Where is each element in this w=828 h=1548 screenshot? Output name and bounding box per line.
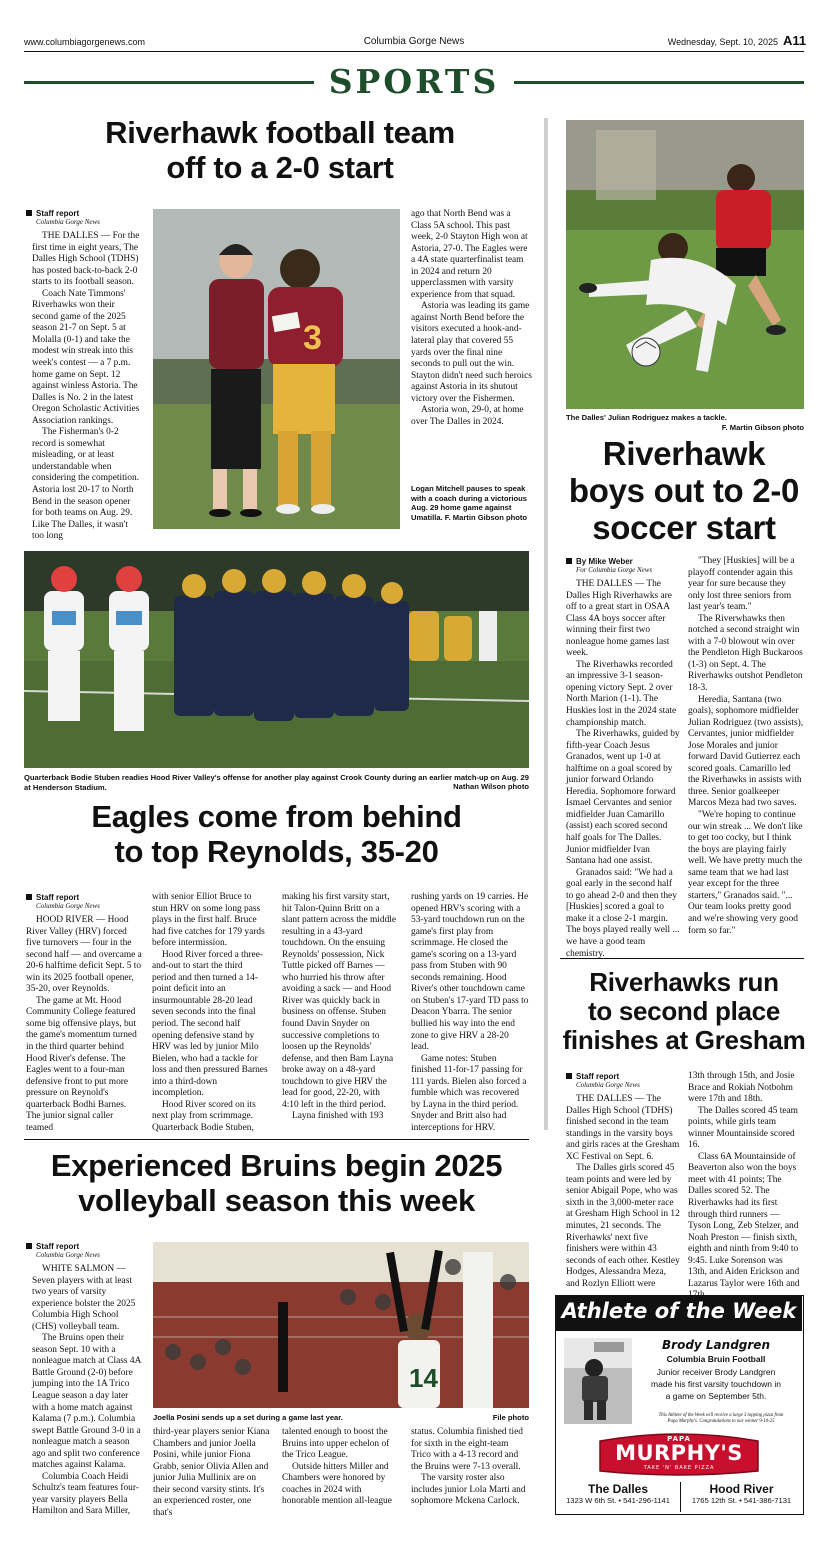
- eagles-col2: [152, 892, 268, 1134]
- eagles-headline-line1: Eagles come from behind: [91, 799, 462, 834]
- svg-text:14: 14: [409, 1363, 438, 1393]
- volleyball-photo-caption: Joella Posini sends up a set during a game last year.: [153, 1413, 343, 1422]
- paragraph: THE DALLES — For the first time in eight years, The Dalles High School (TDHS) has posted back-to-back 2-0 starts to its football season.: [32, 231, 140, 288]
- eagles-col1: [26, 915, 142, 1134]
- xc-headline-line1: Riverhawks run: [589, 967, 779, 997]
- paragraph: The Riverwhawks then notched a second straight win with a 7-0 blowout win over the Pendleton High Buckaroos (1-3) on Sept. 4. The Riverhawks outshot Pendleton 18-3.: [688, 613, 803, 694]
- xc-byline: [566, 1072, 681, 1090]
- paragraph: Coach Nate Timmons' Riverhawks won their second game of the 2025 season 21-7 on Sept. 5 at Molalla (0-1) and take the modest win streak into this week's contest — a 7 p.m. home game on Sept. 12 against winless Astoria. The Dalles is No. 2 in the latest Oregon Scholastic Activities Association rankings.: [32, 288, 140, 426]
- athlete-photo: [564, 1338, 632, 1424]
- location-name: The Dalles: [587, 1482, 649, 1496]
- paragraph: THE DALLES — The Dalles High School (TDHS) finished second in the team standings in the varsity boys and girls races at the Gresham XC Festival on Sept. 6.: [566, 1094, 680, 1162]
- football-headline: [24, 116, 536, 185]
- eagles-photo-caption: Quarterback Bodie Stuben readies Hood River Valley's offense for another play against Crook County during an earlier match-up on Aug. 29 at Henderson Stadium.: [24, 773, 529, 792]
- paragraph: The Dalles scored 45 team points, while girls team winner Mountainside scored 16.: [688, 1105, 798, 1151]
- paragraph: Layna finished with 193: [292, 1111, 384, 1122]
- soccer-byline-name: By Mike Weber: [576, 557, 633, 566]
- xc-col2: [688, 1071, 804, 1302]
- soccer-byline-affiliation: For Columbia Gorge News: [576, 566, 653, 574]
- athlete-team: Columbia Bruin Football: [666, 1354, 766, 1364]
- football-byline-affiliation: Columbia Gorge News: [36, 218, 100, 226]
- section-title: SPORTS: [328, 62, 500, 101]
- football-col2: [411, 209, 532, 428]
- location-address: 1323 W 6th St. • 541-296-1141: [566, 1496, 670, 1505]
- volleyball-byline-name: Staff report: [36, 1242, 80, 1251]
- volleyball-headline-line1: Experienced Bruins begin 2025: [50, 1148, 503, 1183]
- eagles-byline-affiliation: Columbia Gorge News: [36, 902, 100, 910]
- athlete-banner-text: Athlete of the Week: [561, 1299, 797, 1323]
- header-rule: [24, 51, 804, 52]
- soccer-headline-line2: boys out to 2-0: [568, 471, 800, 509]
- paragraph: The Riverhawks recorded an impressive 3-1 season-opening victory Sept. 2 over North Marion (1-1). The Huskies lost in the 2024 state championship match.: [566, 659, 677, 728]
- soccer-headline-line3: soccer start: [592, 508, 776, 546]
- location-hood-river[interactable]: [681, 1482, 802, 1506]
- volleyball-headline: [24, 1149, 529, 1218]
- football-byline: [26, 209, 146, 227]
- eagles-byline-name: Staff report: [36, 893, 80, 902]
- paper-name: Columbia Gorge News: [363, 36, 465, 47]
- photo-credit: F. Martin Gibson photo: [444, 512, 528, 522]
- soccer-headline-line1: Riverhawk: [602, 435, 766, 472]
- column-separator: [544, 118, 548, 1130]
- football-byline-name: Staff report: [36, 209, 80, 218]
- paragraph: rushing yards on 19 carries. He opened HRV's scoring with a 53-yard touchdown run on the game's first play from scrimmage. He closed the game's scoring on a 13-yard pass from Stuben with 90 seconds remaining. Hood River's other touchdown came on Stuben's 17-yard TD pass to Deacon Ybarra. The senior bullied his way into the end zone to give HRV a 28-20 lead.: [411, 892, 529, 1053]
- eagles-col4: [411, 892, 529, 1134]
- eagles-photo: [24, 551, 529, 768]
- xc-headline-line3: finishes at Gresham: [562, 1025, 806, 1056]
- soccer-photo: [566, 120, 804, 409]
- paragraph: talented enough to boost the Bruins into upper echelon of the Trico League.: [282, 1427, 390, 1461]
- paragraph: The game at Mt. Hood Community College featured some big offensive plays, but the game's momentum turned in the third quarter behind Hood River's defense. The Eagles went to a four-man defensive front to put more pressure on Reynold's quarterback Bodhi Barnes. The junior signal caller teamed: [26, 995, 137, 1133]
- volleyball-col2: [153, 1427, 270, 1519]
- issue-date: Wednesday, Sept. 10, 2025: [667, 37, 778, 47]
- paragraph: third-year players senior Kiana Chambers and junior Joella Posini, while junior Fiona Grabb, senior Olivia Allen and junior Julia Mullinix are on their second varsity stints. It's an experienced roster, one that's: [153, 1427, 270, 1518]
- paragraph: status. Columbia finished tied for sixth in the eight-team Trico with a 4-13 record and the Bruins were 7-13 overall.: [411, 1427, 523, 1472]
- location-name: Hood River: [709, 1482, 774, 1496]
- xc-byline-affiliation: Columbia Gorge News: [576, 1081, 640, 1089]
- eagles-photo-credit: Nathan Wilson photo: [453, 782, 529, 791]
- athlete-of-week-ad[interactable]: [555, 1295, 804, 1515]
- football-headline-line2: off to a 2-0 start: [166, 149, 394, 185]
- football-headline-line1: Riverhawk football team: [105, 115, 455, 150]
- eagles-end-rule: [24, 1139, 529, 1140]
- volleyball-col1: [32, 1264, 144, 1518]
- paragraph: Heredia, Santana (two goals), sophomore midfielder Julian Rodriguez (two assists), Cervantes, junior midfielder Jose Morales and junior forward David Gutierrez each scored goals. Camarillo led the Riverhawks in assists with three. Senior goalkeeper Marcos Meza had two saves.: [688, 694, 804, 809]
- paragraph: Outside hitters Miller and Chambers were honored by coaches in 2024 with honorable mention all-league: [282, 1461, 392, 1507]
- paragraph: The Dalles girls scored 45 team points and were led by senior Abigail Pope, who was sixth in the 3,000-meter race at Gresham High School in 12 minutes, 21 seconds. The Riverhawks' next five finishers were within 43 seconds of each other. Kestley Hodges, Alessandra Meza, and Rozlyn Elliott were: [566, 1163, 680, 1289]
- paragraph: "They [Huskies] will be a playoff contender again this year for sure because they only lost three seniors from last year's team.": [688, 556, 795, 613]
- volleyball-col4: [411, 1427, 529, 1508]
- xc-headline-line2: to second place: [588, 996, 780, 1027]
- logo-sub-text: TAKE 'N' BAKE PIZZA: [643, 1465, 715, 1471]
- soccer-col2: [688, 556, 804, 937]
- location-address: 1765 12th St. • 541-386-7131: [691, 1496, 792, 1505]
- xc-col1: [566, 1094, 681, 1290]
- soccer-byline: [566, 557, 686, 575]
- soccer-end-rule: [560, 958, 804, 959]
- paragraph: Granados said: "We had a goal early in the second half to go ahead 2-0 and then they [Huskies] scored a goal to make it a close 2-1 margin. The boys played really well ... we have a good team chemistry.: [566, 867, 680, 959]
- xc-byline-name: Staff report: [576, 1072, 620, 1081]
- athlete-blurb: Junior receiver Brody Landgren made his first varsity touchdown in a game on September 5th.: [651, 1367, 781, 1401]
- eagles-headline-line2: to top Reynolds, 35-20: [114, 833, 439, 869]
- paragraph: 13th through 15th, and Josie Brace and Rokiah Notbohm were 17th and 18th.: [688, 1071, 795, 1105]
- paragraph: WHITE SALMON — Seven players with at least two years of varsity experience bolster the 2025 Columbia High School (CHS) volleyball team.: [32, 1264, 136, 1332]
- paragraph: Hood River forced a three-and-out to start the third period and then turned a 14-point deficit into an insurmountable 28-20 lead seven seconds into the final period. The second half opening defensive stand by HRV was led by junior Milo Bielen, who had a tackle for loss and then pressured Barnes into a third-down incompletion.: [152, 949, 268, 1099]
- paragraph: THE DALLES — The Dalles High Riverhawks are off to a great start in OSAA Class 4A boys soccer after winning their first two nonleague home games last week.: [566, 579, 672, 659]
- athlete-name: Brody Landgren: [662, 1338, 770, 1352]
- paragraph: Game notes: Stuben finished 11-for-17 passing for 111 yards. Bielen also forced a fumble which was recovered by Layna in the third period. Snyder and Britt also had interceptions for HRV.: [411, 1053, 527, 1133]
- soccer-headline: [560, 436, 808, 547]
- football-photo: [153, 209, 400, 529]
- section-rule-right: [514, 81, 804, 84]
- volleyball-col3: [282, 1427, 399, 1508]
- logo-main-text: MURPHY'S: [615, 1441, 743, 1465]
- paragraph: Class 6A Mountainside of Beaverton also won the boys meet with 41 points; The Dalles scored 52. The Riverhawks had its first through third runners — Tyson Long, Zeb Stelzer, and Noah Preston — finish sixth, eighth and ninth from 9:40 to 9:45. Luke Sorenson was 13th, and Aiden Erickson and Lazarus Taylor were 16th and: [688, 1151, 800, 1289]
- paragraph: Hood River scored on its next play from scrimmage. Quarterback Bodie Stuben,: [152, 1099, 256, 1133]
- soccer-photo-caption: The Dalles' Julian Rodriguez makes a tackle.: [566, 413, 727, 422]
- website-url[interactable]: www.columbiagorgenews.com: [24, 37, 146, 47]
- paragraph: The varsity roster also includes junior Lola Marti and sophomore Mckena Carlock.: [411, 1473, 526, 1507]
- soccer-col1: [566, 579, 681, 960]
- eagles-byline: [26, 893, 146, 911]
- football-col1: [32, 231, 142, 543]
- papa-murphys-logo[interactable]: [596, 1431, 762, 1477]
- volleyball-byline-affiliation: Columbia Gorge News: [36, 1251, 100, 1259]
- eagles-headline: [24, 800, 529, 869]
- xc-headline: [560, 968, 808, 1055]
- section-rule-left: [24, 81, 314, 84]
- page-number: A11: [783, 33, 807, 48]
- volleyball-photo-credit: File photo: [492, 1413, 529, 1422]
- volleyball-byline: [26, 1242, 146, 1260]
- football-photo-caption: [411, 484, 532, 522]
- svg-text:3: 3: [303, 319, 322, 357]
- paragraph: making his first varsity start, hit Talon-Quinn Britt on a slant pattern across the middle resulting in a 43-yard touchdown. On the ensuing Reynolds' possession, Nick Tuttle picked off Barnes — who hurried his throw after avoiding a sack — and Hood River was quickly back in business on offense. Stuben found Davin Snyder on successive completions to loosen up the Reynolds' defense, and then Bam Layna broke away on a 48-yard touchdown to give HRV the lead for good, 22-20, with 4:10 left in the third period.: [282, 892, 397, 1110]
- paragraph: with senior Elliot Bruce to stun HRV on some long pass plays in the first half. Bruce had five catches for 179 yards before intermission.: [152, 892, 265, 949]
- paragraph: The Fisherman's 0-2 record is somewhat misleading, or at least understandable when considering the competition. Astoria lost 20-17 to North Bend in the season opener for both teams on Aug. 29. Like The Dalles, it wasn't too long: [32, 427, 140, 542]
- paragraph: "We're hoping to continue our win streak ... We don't like to get too cocky, but I think the boys are playing fairly well. We have pretty much the same team that we had last year except for the three starters," Granados said. "... Our team looks pretty good and we're showing very good form so far.": [688, 810, 803, 936]
- paragraph: Astoria was leading its game against North Bend before the visitors executed a hook-and-lateral play that covered 55 yards over the final nine seconds to pull out the win. Stayton didn't need such heroics against Astoria in its shutout victory over the Fishermen.: [411, 301, 532, 404]
- logo-top-text: PAPA: [667, 1435, 691, 1443]
- soccer-photo-credit: F. Martin Gibson photo: [721, 423, 804, 432]
- caption-text: Logan Mitchell pauses to speak with a coach during a victorious Aug. 29 home game against Umatilla.: [411, 484, 528, 522]
- paragraph: Columbia Coach Heidi Schultz's team features four-year varsity players Bella Hamilton and Sara Miller,: [32, 1471, 139, 1517]
- eagles-col3: [282, 892, 398, 1123]
- location-the-dalles[interactable]: [556, 1482, 680, 1506]
- paragraph: The Bruins open their season Sept. 10 with a nonleague match at Class 4A Battle Ground (2-0) before jumping into the 1A Trico League season a day later with a home match against Kalama (7 p.m.). Columbia swept Battle Ground 3-0 in a nonleague match a season ago and split two conference matches against Kalama.: [32, 1333, 141, 1471]
- paragraph: The Riverhawks, guided by fifth-year Coach Jesus Granados, went up 1-0 at halftime on a goal scored by junior forward Orlando Heredia. Sophomore forward Ismael Cervantes and senior midfielder Juan Camarillo (assist) each scored second half goals for The Dalles. Junior midfielder Ivan Santana had one assist.: [566, 729, 680, 867]
- paragraph: ago that North Bend was a Class 5A school. This past week, 2-0 Stayton High won at Astoria, 27-0. The Eagles were a 4A state quarterfinalist team in 2024 and return 20 upperclassmen with varsity experience from that squad.: [411, 209, 528, 300]
- volleyball-photo: [153, 1242, 529, 1408]
- paragraph: HOOD RIVER — Hood River Valley (HRV) forced five turnovers — four in the second half — and overcame a 20-6 halftime deficit Sept. 5 to win its 2025 football opener, 35-20, over Reynolds.: [26, 915, 142, 995]
- athlete-fine-print: This Athlete of the Week will receive a large 3 topping pizza from Papa Murphy's. Congratulations to our winner 9-10-25: [658, 1413, 784, 1424]
- paragraph: Astoria won, 29-0, at home over The Dalles in 2024.: [411, 405, 524, 427]
- volleyball-headline-line2: volleyball season this week: [78, 1182, 475, 1218]
